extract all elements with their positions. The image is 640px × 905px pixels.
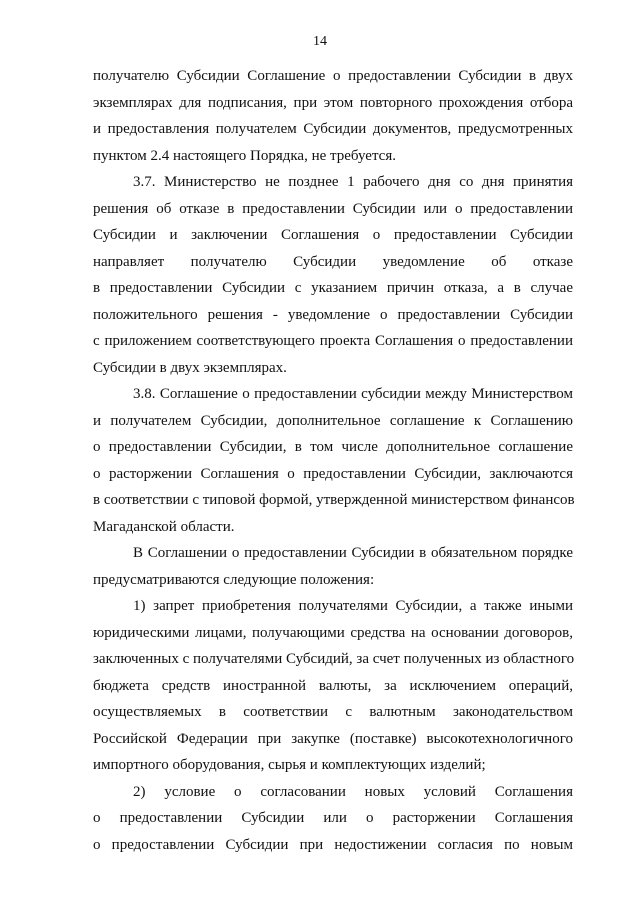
text-line: получателю Субсидии Соглашение о предоставлении Субсидии в двух	[93, 68, 573, 84]
text-line: 1) запрет приобретения получателями Субсидии, а также иными	[133, 598, 573, 614]
text-line: в предоставлении Субсидии с указанием причин отказа, а в случае	[93, 280, 573, 296]
paragraph	[93, 381, 573, 540]
text-line: Магаданской области.	[93, 518, 235, 535]
text-line: о предоставлении Субсидии, в том числе дополнительное соглашение	[93, 439, 573, 455]
page-number: 14	[313, 34, 327, 49]
text-line: положительного решения - уведомление о предоставлении Субсидии	[93, 306, 573, 323]
text-line: направляет получателю Субсидии уведомление об отказе	[93, 253, 573, 270]
text-line: осуществляемых в соответствии с валютным законодательством	[93, 704, 573, 720]
text-line: Субсидии и заключении Соглашения о предоставлении Субсидии	[93, 227, 573, 243]
paragraph	[93, 779, 573, 859]
text-line: о предоставлении Субсидии при недостижении согласия по новым	[93, 836, 573, 853]
text-line: в соответствии с типовой формой, утвержденной министерством финансов	[93, 492, 575, 508]
text-line: и предоставления получателем Субсидии документов, предусмотренных	[93, 121, 573, 137]
text-line: решения об отказе в предоставлении Субсидии или о предоставлении	[93, 200, 573, 217]
text-line: с приложением соответствующего проекта Соглашения о предоставлении	[93, 333, 573, 349]
text-line: предусматриваются следующие положения:	[93, 571, 375, 588]
text-line: пунктом 2.4 настоящего Порядка, не требуется.	[93, 147, 396, 164]
text-line: о предоставлении Субсидии или о расторжении Соглашения	[93, 810, 573, 826]
paragraph	[93, 540, 573, 593]
document-body	[93, 63, 573, 858]
text-line: 3.7. Министерство не позднее 1 рабочего дня со дня принятия	[133, 174, 573, 190]
text-line: 2) условие о согласовании новых условий Соглашения	[133, 783, 573, 800]
text-line: юридическими лицами, получающими средства на основании договоров,	[93, 624, 573, 641]
text-line: В Соглашении о предоставлении Субсидии в обязательном порядке	[133, 545, 573, 561]
text-line: Субсидии в двух экземплярах.	[93, 359, 287, 376]
text-line: экземплярах для подписания, при этом повторного прохождения отбора	[93, 94, 573, 111]
text-line: 3.8. Соглашение о предоставлении субсидии между Министерством	[133, 386, 573, 402]
text-line: заключенных с получателями Субсидий, за счет полученных из областного	[93, 651, 575, 667]
text-line: импортного оборудования, сырья и комплектующих изделий;	[93, 757, 486, 773]
text-line: и получателем Субсидии, дополнительное соглашение к Соглашению	[93, 412, 573, 429]
paragraph	[93, 169, 573, 381]
text-line: бюджета средств иностранной валюты, за исключением операций,	[93, 677, 573, 694]
text-line: Российской Федерации при закупке (поставке) высокотехнологичного	[93, 730, 573, 747]
paragraph	[93, 593, 573, 779]
text-line: о расторжении Соглашения о предоставлении Субсидии, заключаются	[93, 465, 573, 482]
paragraph	[93, 63, 573, 169]
